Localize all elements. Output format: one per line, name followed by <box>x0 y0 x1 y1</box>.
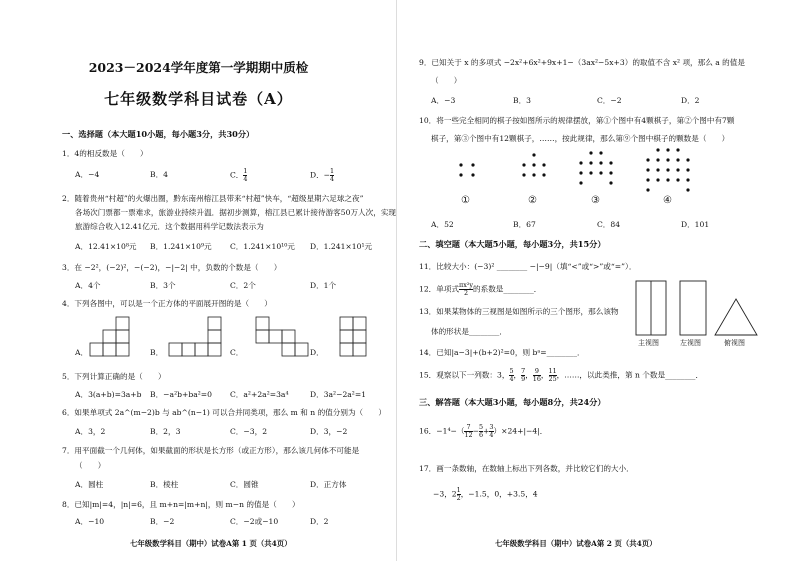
section-choice-heading: 一、选择题（本大题10小题，每小题3分，共30分） <box>62 129 255 139</box>
pattern-label-2: ② <box>528 195 537 206</box>
q3-option-a: A．4个 <box>75 281 101 290</box>
q10-option-d: D．101 <box>681 220 710 229</box>
pattern-label-3: ③ <box>591 195 600 206</box>
question-12: 12．单项式 $\frac{\text{πx²y}}{2}$ 的系数是________． <box>419 281 542 297</box>
q1-option-b: B．4 <box>150 170 169 179</box>
top-view-figure <box>714 298 758 336</box>
front-view-figure <box>635 280 667 336</box>
q2-option-b: B．1.241×10⁹元 <box>150 242 212 251</box>
pattern-label-4: ④ <box>663 195 672 206</box>
q6-option-c: C．−3，2 <box>230 427 268 436</box>
side-view-figure <box>679 280 707 336</box>
question-2-line-3: 旅游综合收入12.41亿元．这个数据用科学记数法表示为 <box>75 222 264 231</box>
q17-numbers: −3，2 $\frac{1}{2}$ ，−1.5，0，+3.5，4 <box>433 486 538 502</box>
q5-option-b: B．−a²b+ba²=0 <box>150 390 212 399</box>
q3-option-c: C．2个 <box>230 281 256 290</box>
q1-option-d: D．− $\frac{1}{4}$ <box>310 167 335 183</box>
section-fill-heading: 二、填空题（本大题5小题，每小题3分，共15分） <box>419 239 606 249</box>
exam-page-2 <box>397 0 794 561</box>
q4-option-b: B． <box>150 348 164 357</box>
cube-net-b-figure <box>164 316 228 358</box>
q1-option-a: A．−4 <box>75 170 100 179</box>
question-13-line-2: 体的形状是________． <box>431 327 507 336</box>
question-7-line-2: （ ） <box>75 461 106 470</box>
q9-option-a: A．−3 <box>431 96 456 105</box>
q10-option-b: B．67 <box>513 220 536 229</box>
q8-option-c: C．−2或−10 <box>230 517 279 526</box>
q6-option-d: D．3，−2 <box>310 427 348 436</box>
question-1: 1．4的相反数是（ ） <box>62 149 148 158</box>
question-2-line-1: 2．随着贵州“村超”的火爆出圈，黔东南州榕江县带来“村超”快车，“超级星期六足球之夜” <box>62 194 364 203</box>
q1-option-c: C． $\frac{1}{4}$ <box>230 167 248 183</box>
q10-option-c: C．84 <box>597 220 621 229</box>
cube-net-d-figure <box>330 316 380 358</box>
q4-option-a: A． <box>75 348 89 357</box>
q6-option-a: A．3，2 <box>75 427 106 436</box>
question-3: 3．在 −2²，(−2)²，−(−2)，−|−2| 中，负数的个数是（ ） <box>62 263 282 272</box>
dot-pattern-2 <box>517 150 551 184</box>
q9-option-b: B．3 <box>513 96 532 105</box>
question-4: 4．下列各图中，可以是一个正方体的平面展开图的是（ ） <box>62 299 272 308</box>
question-6: 6．如果单项式 2a^(m−2)b 与 ab^(n−1) 可以合并同类项，那么 m 和 n 的值分别为（ ） <box>62 408 386 417</box>
q8-option-a: A．−10 <box>75 517 105 526</box>
question-7-line-1: 7．用平面截一个几何体，如果截面的形状是长方形（或正方形），那么该几何体不可能是 <box>62 446 360 455</box>
dot-pattern-1 <box>453 150 483 180</box>
q5-option-a: A．3(a+b)=3a+b <box>75 390 142 399</box>
q8-option-b: B．−2 <box>150 517 175 526</box>
page-2-footer: 七年级数学科目（期中）试卷A第 2 页（共4页） <box>495 539 657 548</box>
dot-pattern-3 <box>577 148 617 188</box>
q7-option-c: C．圆锥 <box>230 480 259 489</box>
q2-option-a: A．12.41×10⁸元 <box>75 242 137 251</box>
question-9-line-2: （ ） <box>431 76 462 85</box>
exam-header-title: 2023－2024学年度第一学期期中质检 <box>88 60 309 75</box>
q5-option-d: D．3a²−2a²=1 <box>310 390 367 399</box>
question-8: 8．已知|m|=4，|n|=6，且 m+n=|m+n|，则 m−n 的值是（ ） <box>62 500 300 509</box>
q2-option-c: C．1.241×10¹⁰元 <box>230 242 295 251</box>
dot-pattern-4 <box>643 146 693 194</box>
question-10-line-1: 10．将一些完全相同的棋子按如图所示的规律摆放，第①个图中有4颗棋子，第②个图中有7颗 <box>419 116 735 125</box>
question-15: 15．观察以下一列数：3， $\frac{5}{4}$ ， $\frac{7}{9}$ ， $\frac{9}{16}$ ， $\frac{11}{25}$ ，……，以此类推，第 n 个数是________． <box>419 367 704 383</box>
q9-option-c: C．−2 <box>597 96 622 105</box>
q8-option-d: D．2 <box>310 517 329 526</box>
q6-option-b: B．2，3 <box>150 427 181 436</box>
cube-net-a-figure <box>88 316 144 358</box>
q4-option-c: C． <box>230 348 244 357</box>
question-5: 5．下列计算正确的是（ ） <box>62 372 166 381</box>
q3-option-d: D．1个 <box>310 281 337 290</box>
question-14: 14．已知|a−3|+(b+2)²=0，则 bᵃ=________． <box>419 348 585 357</box>
q3-option-b: B．3个 <box>150 281 176 290</box>
q7-option-b: B．棱柱 <box>150 480 179 489</box>
q9-option-d: D．2 <box>681 96 700 105</box>
cube-net-c-figure <box>252 316 316 358</box>
section-solve-heading: 三、解答题（本大题3小题，每小题8分，共24分） <box>419 397 606 407</box>
question-16: 16．−1⁴−（ $\frac{7}{12}$ − $\frac{5}{6}$ + $\frac{3}{4}$ ）×24+|−4|． <box>419 423 548 439</box>
question-2-line-2: 各场次门票都一票难求，旅游业持续升温．据初步测算，榕江县已累计接待游客50万人次，实现 <box>75 208 397 217</box>
q2-option-d: D．1.241×10¹元 <box>310 242 373 251</box>
pattern-label-1: ① <box>461 195 470 206</box>
q10-option-a: A．52 <box>431 220 454 229</box>
question-13-line-1: 13．如果某物体的三视图是如图所示的三个图形，那么该物 <box>419 307 619 316</box>
question-10-line-2: 棋子，第③个图中有12颗棋子，……，按此规律，那么第⑨个图中棋子的颗数是（ ） <box>431 134 730 143</box>
page-1-footer: 七年级数学科目（期中）试卷A第 1 页（共4页） <box>130 539 292 548</box>
question-17: 17．画一条数轴，在数轴上标出下列各数，并比较它们的大小． <box>419 464 634 473</box>
exam-title: 七年级数学科目试卷（A） <box>104 90 293 108</box>
front-view-label: 主视图 <box>638 339 659 347</box>
question-11: 11．比较大小：(−3)² ________ −|−9|（填“<”或“>”或“=”）． <box>419 262 637 271</box>
question-9-line-1: 9．已知关于 x 的多项式 −2x²+6x²+9x+1−（3ax²−5x+3）的取值不含 x² 项，那么 a 的值是 <box>419 58 745 67</box>
q5-option-c: C．a²+2a²=3a⁴ <box>230 390 289 399</box>
side-view-label: 左视图 <box>680 339 701 347</box>
top-view-label: 俯视图 <box>724 339 745 347</box>
q4-option-d: D． <box>310 348 324 357</box>
q7-option-d: D．正方体 <box>310 480 347 489</box>
q7-option-a: A．圆柱 <box>75 480 104 489</box>
